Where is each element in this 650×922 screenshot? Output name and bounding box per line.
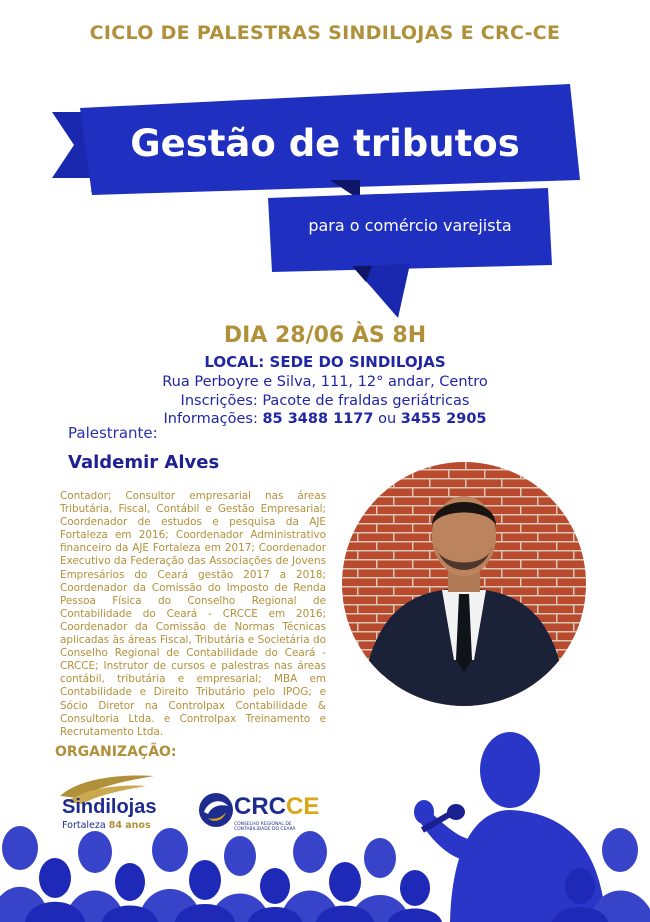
sindilojas-city-name: Fortaleza [62,820,106,831]
crcce-wordmark [234,793,319,821]
banner-subtitle: para o comércio varejista [308,216,512,235]
speaker-name: Valdemir Alves [68,452,220,473]
crcce-wordmark-a: CRC [234,793,286,820]
event-date: DIA 28/06 ÀS 8H [223,323,427,348]
sindilojas-city [62,820,151,831]
speaker-bio: Contador; Consultor empresarial nas áreas Tributária, Fiscal, Contábil e Gestão Empresarial; Coordenador de estudos e pesquisa da AJE Fortaleza em 2016; Coordenador Administrativo financeiro da AJE Fortaleza em 2017; Coordenador Executivo da Federação das Associações de Jovens Empresários do Ceará gestão 2017 a 2018; Coordenador da Comissão do Imposto de Renda Pessoa Física do Conselho Regional de Contabilidade do Ceará - CRCCE em 2016; Coordenador da Comissão de Normas Técnicas aplicadas às áreas Fiscal, Tributária e Societária do Conselho Regional de Contabilidade do Ceará - CRCCE; Instrutor de cursos e palestras nas áreas contábil, tributária e empresarial; MBA em Contabilidade e Direito Tributário pelo IPOG; e Sócio Diretor na Controlpax Contabilidade & Consultoria Ltda. e Controlpax Treinamento e Recrutamento Ltda. [60,490,326,738]
event-registration: Inscrições: Pacote de fraldas geriátricas [180,393,470,409]
speaker-photo [340,460,588,708]
banner-ribbon [0,0,650,330]
crcce-tagline: CONSELHO REGIONAL DE CONTABILIDADE DO CEARÁ [234,822,296,832]
event-address: Rua Perboyre e Silva, 111, 12° andar, Centro [162,374,488,390]
event-location: LOCAL: SEDE DO SINDILOJAS [204,353,446,371]
contact-label: Informações: [163,411,263,427]
speaker-silhouette-body [450,810,606,922]
contact-phone-2: 3455 2905 [400,411,487,427]
contact-separator: ou [373,411,401,427]
crcce-emblem-icon [196,790,236,830]
event-series-title: CICLO DE PALESTRAS SINDILOJAS E CRC-CE [89,22,561,44]
sindilojas-wordmark: Sindilojas [62,796,157,818]
contact-phone-1: 85 3488 1177 [262,411,374,427]
banner-title: Gestão de tributos [130,122,520,165]
organization-label: ORGANIZAÇÃO: [55,744,177,760]
sindilojas-years: 84 anos [108,820,151,831]
speaker-label: Palestrante: [68,424,158,442]
speaker-silhouette-head [480,732,540,808]
crcce-wordmark-b: CE [286,793,320,820]
